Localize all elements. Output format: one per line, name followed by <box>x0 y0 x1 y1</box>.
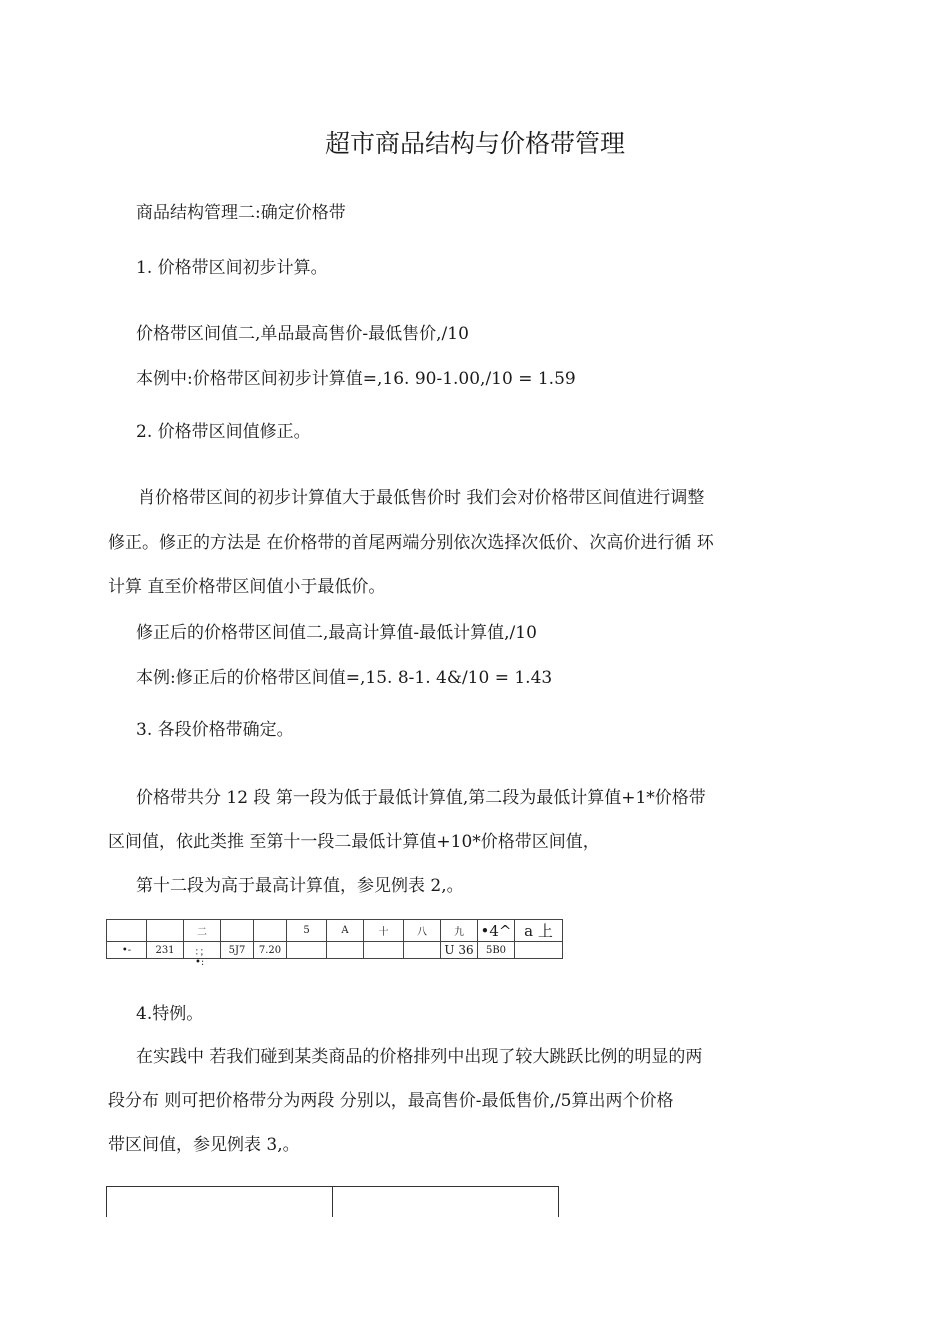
step1-formula: 价格带区间值二,单品最高售价-最低售价,/10 <box>136 324 469 344</box>
table-cell <box>287 942 327 959</box>
table-cell: a 上 <box>515 920 563 942</box>
table-cell <box>515 942 563 959</box>
step4-paragraph-line2: 段分布 则可把价格带分为两段 分别以，最高售价-最低售价,/5算出两个价格 <box>108 1091 674 1111</box>
table-cell: 5B0 <box>478 942 515 959</box>
table-column-divider <box>332 1187 333 1217</box>
example-table-3 <box>106 1186 559 1217</box>
step2-formula: 修正后的价格带区间值二,最高计算值-最低计算值,/10 <box>136 623 537 643</box>
table-cell: 十 <box>364 920 404 942</box>
table-cell: ：； <box>184 942 221 959</box>
table-footnote-mark: •: <box>195 957 205 968</box>
table-cell: 九 <box>441 920 478 942</box>
page-title: 超市商品结构与价格带管理 <box>324 129 625 158</box>
table-cell: A <box>327 920 364 942</box>
price-band-table <box>106 919 563 959</box>
table-cell: 5J7 <box>221 942 254 959</box>
table-cell: U 36 <box>441 942 478 959</box>
table-cell: 231 <box>147 942 184 959</box>
table-cell <box>254 920 287 942</box>
step2-paragraph-line3: 计算 直至价格带区间值小于最低价。 <box>108 577 386 597</box>
table-cell: 二 <box>184 920 221 942</box>
table-cell: •4^ <box>478 920 515 942</box>
table-cell: 5 <box>287 920 327 942</box>
step3-heading: 3. 各段价格带确定。 <box>136 720 294 740</box>
step3-paragraph-line2: 区间值，依此类推 至第十一段二最低计算值+10*价格带区间值， <box>108 832 600 852</box>
step4-heading: 4.特例。 <box>136 1004 204 1024</box>
step4-paragraph-line3: 带区间值，参见例表 3,。 <box>108 1135 300 1155</box>
step3-paragraph-line3: 第十二段为高于最高计算值，参见例表 2,。 <box>136 876 464 896</box>
table-cell: 八 <box>404 920 441 942</box>
table-row <box>107 942 563 959</box>
table-header-row <box>107 920 563 942</box>
table-cell <box>404 942 441 959</box>
table-cell: •- <box>107 942 147 959</box>
step2-example: 本例:修正后的价格带区间值=,15. 8-1. 4&/10 = 1.43 <box>136 668 553 688</box>
table-cell <box>327 942 364 959</box>
table-cell: 7.20 <box>254 942 287 959</box>
step4-paragraph-line1: 在实践中 若我们碰到某类商品的价格排列中出现了较大跳跃比例的明显的两 <box>136 1047 703 1067</box>
section-heading: 商品结构管理二:确定价格带 <box>136 203 346 223</box>
step2-heading: 2. 价格带区间值修正。 <box>136 422 311 442</box>
table-cell <box>147 920 184 942</box>
step1-example: 本例中:价格带区间初步计算值=,16. 90-1.00,/10 = 1.59 <box>136 369 576 389</box>
step3-paragraph-line1: 价格带共分 12 段 第一段为低于最低计算值,第二段为最低计算值+1*价格带 <box>136 788 706 808</box>
step2-paragraph-line2: 修正。修正的方法是 在价格带的首尾两端分别依次选择次低价、次高价进行循 环 <box>108 533 714 553</box>
step1-heading: 1. 价格带区间初步计算。 <box>136 258 328 278</box>
table-cell <box>364 942 404 959</box>
table-cell <box>107 920 147 942</box>
table-cell <box>221 920 254 942</box>
step2-paragraph-line1: 肖价格带区间的初步计算值大于最低售价时 我们会对价格带区间值进行调整 <box>138 488 705 508</box>
